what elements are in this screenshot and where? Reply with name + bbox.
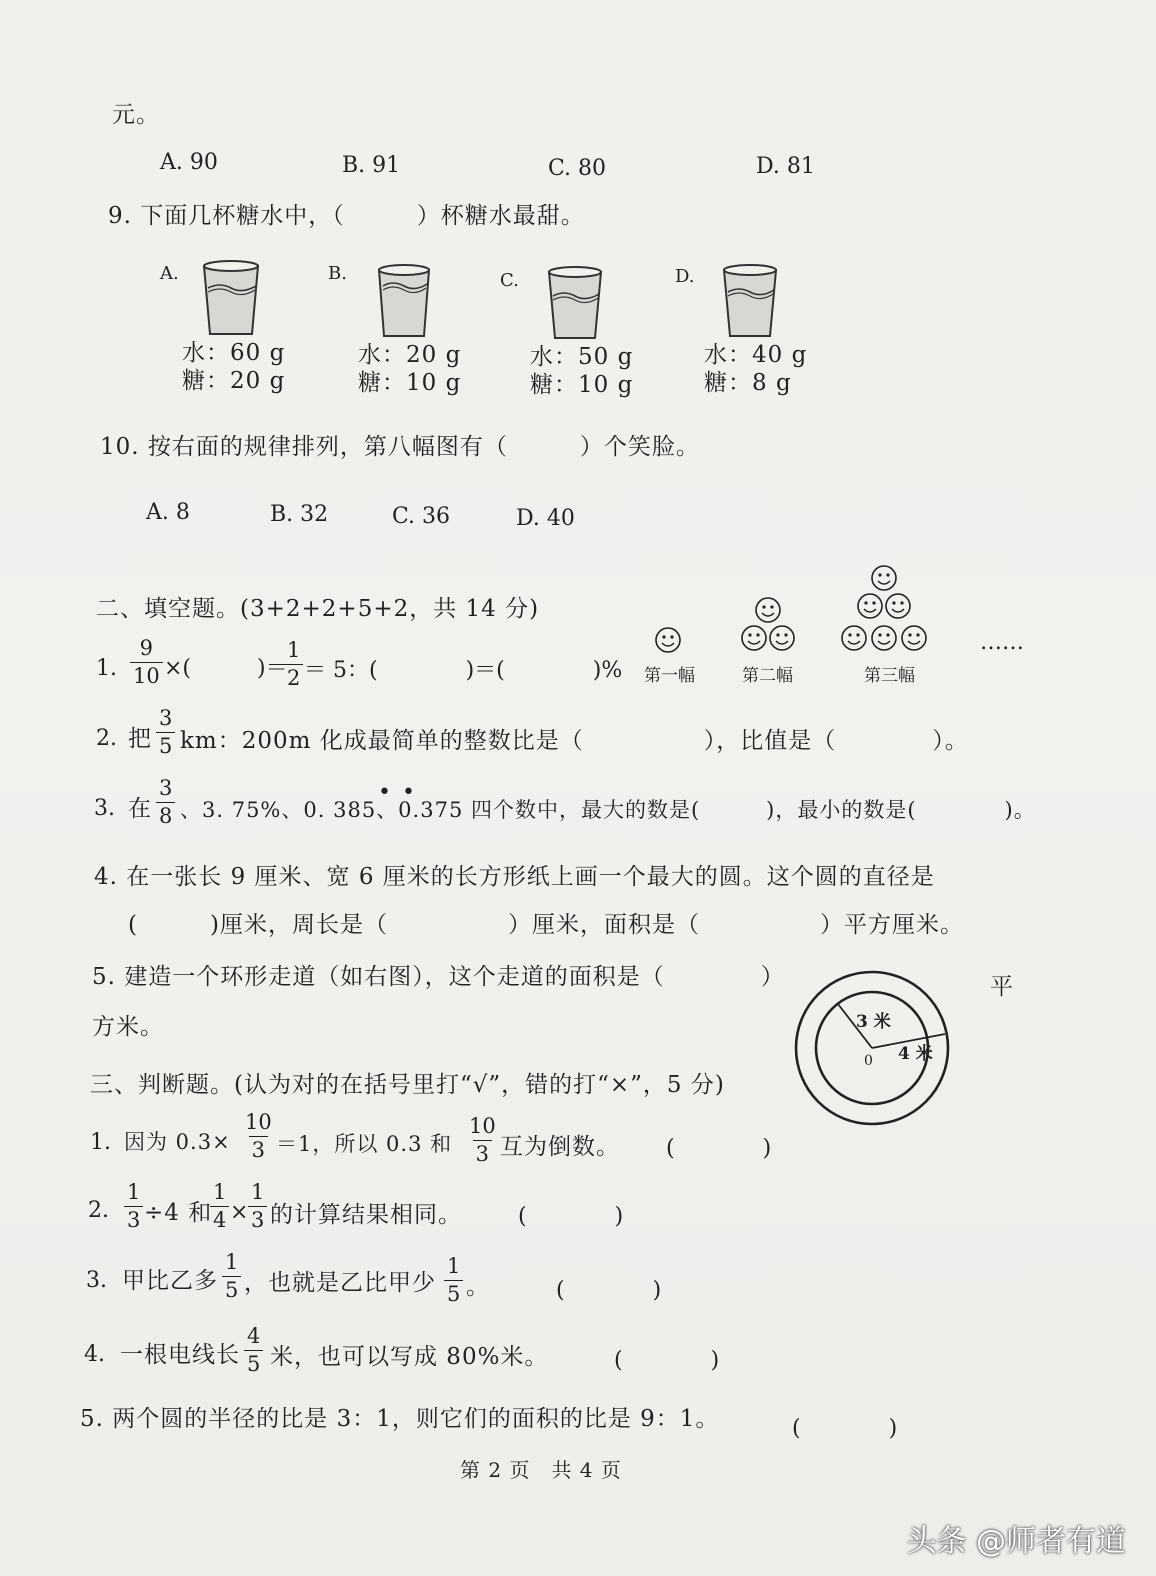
s2-q2-pre: 把	[128, 726, 152, 752]
smiley-icon	[742, 626, 766, 650]
fraction: $\frac{9}{10}$	[130, 638, 163, 687]
s3-q2-times: ×	[230, 1200, 249, 1225]
s3-q3-num: 3.	[86, 1268, 107, 1293]
cup-c-icon	[545, 264, 605, 342]
s2-q1-mid: ×( )＝	[164, 656, 288, 681]
fraction: $\frac{3}{8}$	[156, 778, 175, 827]
q8-option-c: C. 80	[548, 156, 607, 181]
s2-q1-tail: ＝ 5：( )＝( )%	[304, 658, 623, 683]
s3-q5-answer[interactable]: ( )	[792, 1416, 898, 1441]
q9-cup-b-label: B.	[328, 263, 347, 284]
q9-stem: 9. 下面几杯糖水中，（ ）杯糖水最甜。	[108, 203, 585, 229]
q8-option-a: A. 90	[160, 150, 218, 175]
fraction: $\frac{1}{3}$	[124, 1182, 143, 1231]
s3-q2-answer[interactable]: ( )	[518, 1204, 624, 1229]
q10-option-a: A. 8	[146, 500, 190, 525]
section2-title: 二、填空题。(3+2+2+5+2，共 14 分)	[96, 596, 540, 622]
q9-cup-c-label: C.	[500, 270, 519, 291]
q9-cup-b-water: 水：20 g	[358, 342, 462, 368]
s3-q1-tail: 互为倒数。	[500, 1134, 620, 1160]
repeating-decimal-dots: • •	[378, 780, 417, 805]
smiley-icon	[756, 598, 780, 622]
q9-cup-d-sugar: 糖：8 g	[704, 370, 792, 396]
ring-outer-label: 4 米	[898, 1044, 933, 1064]
smiley-icon	[842, 626, 866, 650]
s3-q5-text: 5. 两个圆的半径的比是 3：1，则它们的面积的比是 9：1。	[80, 1406, 720, 1432]
smiley-icon	[656, 628, 680, 652]
q10-option-b: B. 32	[270, 502, 329, 527]
s2-q5-line1-tail: 平	[990, 974, 1014, 1000]
s3-q4-tail: 米，也可以写成 80%米。	[270, 1344, 549, 1370]
cup-a-icon	[200, 258, 262, 338]
s3-q1-pre: 因为 0.3×	[124, 1130, 231, 1154]
s2-q4-line2: ( )厘米，周长是（ ）厘米，面积是（ ）平方厘米。	[128, 912, 964, 938]
smiley-icon	[902, 626, 926, 650]
s2-q1-num: 1.	[96, 656, 117, 681]
s3-q3-tail: 。	[466, 1274, 490, 1300]
watermark: 头条 @师者有道	[906, 1524, 1126, 1559]
cup-b-icon	[375, 262, 433, 340]
s2-q5-line1: 5. 建造一个环形走道（如右图），这个走道的面积是（ ）	[92, 964, 785, 990]
smiley-icon	[770, 626, 794, 650]
q9-cup-c-sugar: 糖：10 g	[530, 372, 634, 398]
q8-tail: 元。	[112, 102, 160, 128]
q9-cup-b-sugar: 糖：10 g	[358, 370, 462, 396]
q9-cup-d-label: D.	[675, 266, 695, 287]
section3-title: 三、判断题。(认为对的在括号里打“√”，错的打“×”，5 分)	[90, 1072, 725, 1098]
s2-q3-pre: 在	[128, 796, 152, 822]
ring-path-figure	[790, 968, 960, 1128]
ring-center-label: 0	[864, 1053, 873, 1069]
smiley-icon	[858, 594, 882, 618]
s3-q4-num: 4.	[84, 1342, 105, 1367]
q9-cup-c-water: 水：50 g	[530, 344, 634, 370]
fraction: $\frac{1}{4}$	[210, 1182, 229, 1231]
q8-option-b: B. 91	[342, 153, 401, 178]
ring-inner-label: 3 米	[856, 1012, 891, 1032]
s3-q3-answer[interactable]: ( )	[556, 1278, 662, 1303]
s2-q3-tail: 、3. 75%、0. 385、0.375 四个数中，最大的数是( )，最小的数是( )。	[180, 798, 1036, 822]
q8-option-d: D. 81	[756, 154, 815, 179]
smiley-icon	[886, 594, 910, 618]
s2-q4-line1: 4. 在一张长 9 厘米、宽 6 厘米的长方形纸上画一个最大的圆。这个圆的直径是	[94, 864, 935, 890]
s3-q2-mid: ÷4 和	[144, 1200, 213, 1226]
fraction: $\frac{1}{5}$	[222, 1252, 241, 1301]
q9-cup-a-label: A.	[160, 263, 179, 284]
s3-q1-answer[interactable]: ( )	[666, 1136, 772, 1161]
figure-ellipsis: ……	[980, 630, 1024, 655]
page-footer: 第 2 页 共 4 页	[460, 1458, 622, 1482]
smiley-icon	[872, 566, 896, 590]
figure-label-3: 第三幅	[864, 666, 915, 686]
q9-cup-a-sugar: 糖：20 g	[182, 368, 286, 394]
fraction: $\frac{10}{3}$	[245, 1110, 272, 1162]
cup-d-icon	[720, 262, 780, 340]
fraction: $\frac{4}{5}$	[244, 1326, 263, 1375]
s2-q2-tail: km：200m 化成最简单的整数比是（ ），比值是（ ）。	[180, 728, 969, 754]
figure-label-1: 第一幅	[644, 666, 695, 686]
s3-q4-answer[interactable]: ( )	[614, 1348, 720, 1373]
q10-option-d: D. 40	[516, 506, 575, 531]
s3-q2-tail: 的计算结果相同。	[270, 1202, 462, 1228]
fraction: $\frac{3}{5}$	[156, 708, 175, 757]
s3-q2-num: 2.	[88, 1198, 109, 1223]
fraction: $\frac{1}{3}$	[248, 1182, 267, 1231]
fraction: $\frac{1}{2}$	[284, 640, 303, 689]
q10-stem: 10. 按右面的规律排列，第八幅图有（ ）个笑脸。	[100, 434, 700, 460]
s3-q3-pre: 甲比乙多	[122, 1268, 218, 1294]
fraction: $\frac{1}{5}$	[444, 1256, 463, 1305]
s2-q3-num: 3.	[94, 796, 115, 821]
s3-q1-num: 1.	[90, 1130, 111, 1155]
q9-cup-a-water: 水：60 g	[182, 340, 286, 366]
s3-q4-pre: 一根电线长	[120, 1342, 240, 1368]
q9-cup-d-water: 水：40 g	[704, 342, 808, 368]
q10-option-c: C. 36	[392, 504, 451, 529]
s3-q1-mid: ＝1，所以 0.3 和	[276, 1132, 453, 1156]
s3-q3-mid: ，也就是乙比甲少	[244, 1270, 436, 1296]
s2-q5-line2: 方米。	[92, 1014, 164, 1040]
s2-q2-num: 2.	[96, 726, 117, 751]
fraction: $\frac{10}{3}$	[469, 1114, 496, 1166]
smiley-icon	[872, 626, 896, 650]
figure-label-2: 第二幅	[742, 666, 793, 686]
